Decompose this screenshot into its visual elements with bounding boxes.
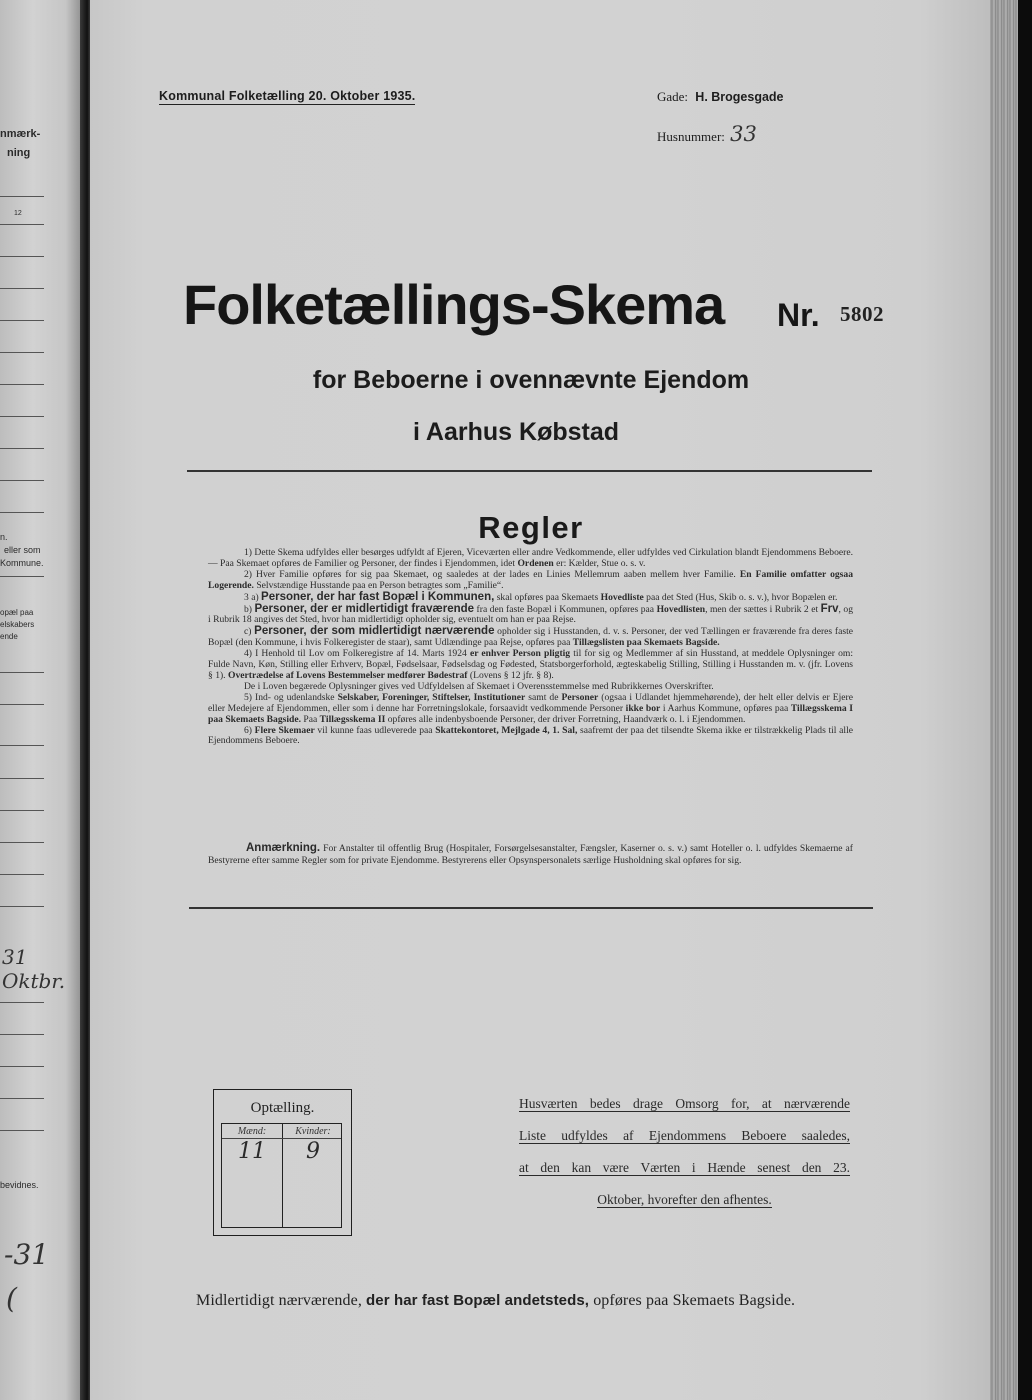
left-rule [0, 745, 44, 746]
street-field [657, 89, 784, 105]
house-number-value: 33 [730, 122, 757, 146]
left-rule [0, 256, 44, 257]
subtitle-residents: for Beboerne i ovennævnte Ejendom [312, 366, 750, 394]
annotation-label: Anmærkning. [246, 842, 321, 854]
rule-3b: b) Personer, der er midlertidigt fraværende fra den faste Bopæl i Kommunen, opføres paa Hovedlisten, men der sættes i Rubrik 2 et Frv, og i Rubrik 18 angives det Sted, hvor han midlertidigt opholder sig, eventuelt om han er paa Rejse. [208, 602, 854, 626]
left-rule [0, 416, 44, 417]
left-rule [0, 1130, 44, 1131]
page-edges [990, 0, 1020, 1400]
left-rule [0, 906, 44, 907]
rules-heading: Regler [478, 510, 584, 545]
left-handwriting: 31 Oktbr. [2, 945, 66, 993]
annotation-note [208, 842, 853, 867]
form-number-value: 5802 [840, 302, 884, 326]
left-rule [0, 1098, 44, 1099]
house-number-label: Husnummer: [657, 129, 725, 144]
left-rule [0, 874, 44, 875]
left-handwriting: ( [6, 1282, 17, 1315]
rule-1: 1) Dette Skema udfyldes eller besørges udfyldt af Ejeren, Viceværten eller andre Vedkommende, eller udfyldes ved Cirkulation blandt Ejendommens Beboere. — Paa Skemaet opføres de Familier og Personer, der findes i Ejendommen, idet Ordenen er: Kælder, Stue o. s. v. [208, 547, 853, 569]
count-box-title: Optælling. [250, 1100, 315, 1116]
left-rule [0, 778, 44, 779]
notice-line: Liste udfyldes af Ejendommens Beboere saaledes, [519, 1128, 850, 1143]
divider [187, 470, 872, 472]
street-label: Gade: [657, 89, 689, 104]
left-rule [0, 224, 44, 225]
footer-note: Midlertidigt nærværende, der har fast Bopæl andetsteds, opføres paa Skemaets Bagside. [196, 1292, 796, 1309]
left-rule [0, 288, 44, 289]
rule-4-note: De i Loven begærede Oplysninger gives ved Udfyldelsen af Skemaet i Overensstemmelse med Rubrikkernes Overskrifter. [244, 680, 714, 692]
landlord-notice [519, 1096, 850, 1224]
notice-line: Oktober, hvorefter den afhentes. [597, 1192, 772, 1207]
subtitle-city: i Aarhus Købstad [412, 418, 620, 446]
left-page [0, 0, 82, 1400]
left-col-number: 12 [14, 210, 22, 217]
left-text-kommune: Kommune. [0, 558, 44, 568]
left-text-ende: ende [0, 632, 18, 641]
house-number-field [657, 122, 757, 146]
left-rule [0, 352, 44, 353]
count-box-grid [221, 1123, 342, 1228]
left-rule [0, 196, 44, 197]
women-label: Kvinder: [295, 1126, 331, 1137]
divider [189, 907, 873, 909]
count-box [213, 1089, 352, 1236]
left-rule [0, 480, 44, 481]
form-number-label: Nr. [777, 297, 820, 333]
left-rule [0, 842, 44, 843]
women-count: 9 [306, 1139, 320, 1164]
annotation-text: For Anstalter til offentlig Brug (Hospitaler, Forsørgelsesanstalter, Fængsler, Kaserner o. s. v.) samt Hoteller o. l. udfyldes Skemaerne af Bestyrerne efter samme Regler som for private Ejendomme. Bestyrerens eller Opsynspersonalets særlige Husholdning skal opføres for sig. [208, 843, 853, 866]
left-anm-line2: ning [7, 147, 31, 159]
left-rule [0, 1002, 44, 1003]
left-anm-line1: nmærk- [0, 128, 41, 140]
rules-text [208, 548, 853, 747]
left-rule [0, 704, 44, 705]
left-text-bopael: opæl paa [0, 608, 34, 617]
rule-4: 4) I Henhold til Lov om Folkeregistre af 14. Marts 1924 er enhver Person pligtig til for sig og Medlemmer af sin Husstand, at meddele Oplysninger om: Fulde Navn, Køn, Stilling eller Erhverv, Bopæl, Fødselsaar, Fødselsdag og Fødested, Statsborgerforhold, ægteskabelig Stilling, Stilling i Husstanden m. v. (jfr. Lovens § 1). Overtrædelse af Lovens Bestemmelser medfører Bødestraf (Lovens § 12 jfr. § 8). [208, 648, 853, 681]
left-rule [0, 1066, 44, 1067]
rule-3c: c) Personer, der som midlertidigt nærværende opholder sig i Husstanden, d. v. s. Personer, der ved Tællingen er fraværende fra deres faste Bopæl (den Kommune, i hvis Folkeregister de staar), samt Udlændinge paa Rejse, opføres paa Tillægslisten paa Skemaets Bagside. [208, 625, 853, 649]
left-rule [0, 448, 44, 449]
left-text-eller: eller som [4, 545, 41, 555]
street-value: H. Brogesgade [695, 90, 784, 104]
rule-6: 6) Flere Skemaer vil kunne faas udleverede paa Skattekontoret, Mejlgade 4, 1. Sal, saafremt der paa det tilsendte Skema ikke er tilstrækkelig Plads til alle Ejendommens Beboere. [208, 724, 853, 747]
page-title: Folketællings-Skema [183, 273, 725, 336]
notice-line: at den kan være Værten i Hænde senest den 23. [519, 1160, 850, 1175]
left-rule [0, 320, 44, 321]
rule-2: 2) Hver Familie opføres for sig paa Skemaet, og saaledes at der lades en Linies Mellemrum aaben mellem hver Familie. En Familie omfatter ogsaa Logerende. Selvstændige Husstande paa en Person betragtes som „Familie“. [208, 568, 853, 591]
left-rule [0, 576, 44, 577]
men-label: Mænd: [237, 1126, 267, 1137]
census-header: Kommunal Folketælling 20. Oktober 1935. [159, 89, 416, 103]
rule-3a: 3 a) Personer, der har fast Bopæl i Kommunen, skal opføres paa Skemaets Hovedliste paa det Sted (Hus, Skib o. s. v.), hvor Bopælen er. [244, 590, 838, 603]
scan-border [1018, 0, 1032, 1400]
left-rule [0, 672, 44, 673]
left-text-bevidnes: bevidnes. [0, 1180, 39, 1190]
rule-5: 5) Ind- og udenlandske Selskaber, Foreninger, Stiftelser, Institutioner samt de Personer (ogsaa i Udlandet hjemmehørende), der helt eller delvis er Ejere eller Medejere af Ejendommen, eller som i denne har Forretningslokale, forsaavidt vedkommende Personer ikke bor i Aarhus Kommune, opføres paa Tillægsskema I paa Skemaets Bagside. Paa Tillægsskema II opføres alle indenbysboende Personer, der driver Forretning, Haandværk o. l. i Ejendommen. [208, 691, 853, 725]
notice-line: Husværten bedes drage Omsorg for, at nærværende [519, 1096, 850, 1111]
left-rule [0, 1034, 44, 1035]
left-text-n: n. [0, 532, 8, 542]
left-text-selskabers: elskabers [0, 620, 35, 629]
left-rule [0, 810, 44, 811]
men-count: 11 [238, 1139, 266, 1164]
left-handwriting: -31 [4, 1238, 50, 1271]
